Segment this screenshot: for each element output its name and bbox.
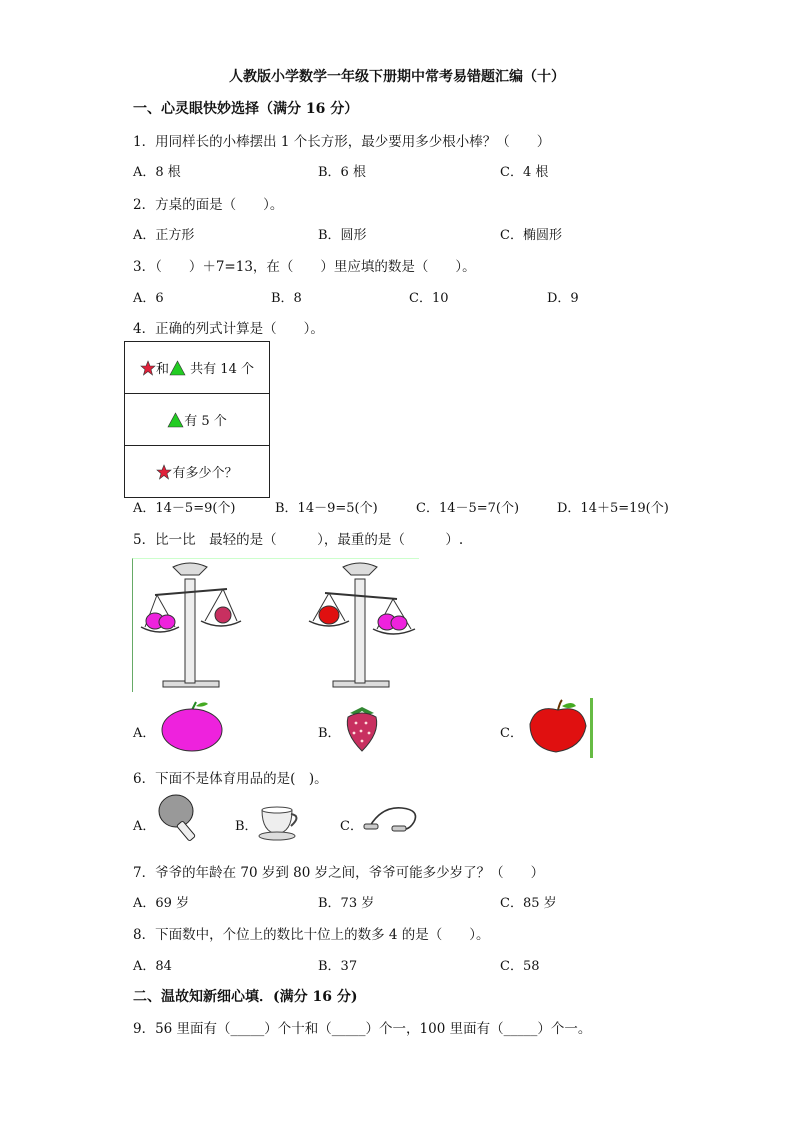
q8-option-a[interactable]: A．84 (133, 959, 172, 974)
star-icon (156, 464, 172, 480)
q4-question-text: 有多少个？ (172, 466, 238, 481)
q5-option-a[interactable]: A． (133, 726, 156, 741)
q4-info-table (124, 341, 270, 498)
q5-option-b[interactable]: B． (318, 726, 341, 741)
question-6: 6．下面不是体育用品的是( )。 (133, 771, 328, 787)
section-2-heading: 二、温故知新细心填．(满分 16 分) (133, 989, 358, 1005)
balance-scales-image (132, 558, 419, 692)
q1-option-c[interactable]: C．4 根 (500, 165, 549, 180)
question-1: 1．用同样长的小棒摆出 1 个长方形，最少要用多少根小棒？（ ） (133, 134, 551, 150)
q3-option-d[interactable]: D．9 (547, 291, 579, 306)
balance-scale-left (141, 563, 241, 687)
apple-icon[interactable] (526, 698, 594, 758)
q4-triangle-text: 有 5 个 (184, 414, 227, 429)
q3-option-c[interactable]: C．10 (409, 291, 449, 306)
q4-join-text: 和 (156, 362, 170, 377)
star-icon (140, 360, 156, 376)
q7-option-c[interactable]: C．85 岁 (500, 896, 557, 911)
q6-option-c[interactable]: C． (340, 819, 363, 834)
q8-option-c[interactable]: C．58 (500, 959, 540, 974)
q5-option-c[interactable]: C． (500, 726, 523, 741)
ping-pong-paddle-icon[interactable] (156, 793, 206, 843)
q4-option-a[interactable]: A．14－5=9(个) (133, 501, 236, 516)
q2-option-b[interactable]: B．圆形 (318, 228, 367, 243)
q4-row-triangles (125, 394, 270, 446)
q7-option-b[interactable]: B．73 岁 (318, 896, 375, 911)
q7-option-a[interactable]: A．69 岁 (133, 896, 190, 911)
q4-option-b[interactable]: B．14－9=5(个) (275, 501, 378, 516)
question-3: 3．（ ）＋7=13，在（ ）里应填的数是（ ）。 (133, 259, 476, 275)
q6-option-a[interactable]: A． (133, 819, 156, 834)
q1-option-b[interactable]: B．6 根 (318, 165, 366, 180)
q2-option-a[interactable]: A．正方形 (133, 228, 195, 243)
q1-option-a[interactable]: A．8 根 (133, 165, 181, 180)
q4-row-total (125, 342, 270, 394)
question-5: 5．比一比 最轻的是（ ），最重的是（ ）. (133, 532, 464, 548)
teacup-icon[interactable] (258, 804, 308, 842)
q4-option-c[interactable]: C．14－5=7(个) (416, 501, 520, 516)
page-title: 人教版小学数学一年级下册期中常考易错题汇编（十） (229, 69, 565, 85)
plum-icon[interactable] (158, 700, 226, 754)
balance-scale-right (309, 563, 415, 687)
jump-rope-icon[interactable] (362, 800, 424, 840)
q4-option-d[interactable]: D．14＋5=19(个) (557, 501, 669, 516)
question-7: 7．爷爷的年龄在 70 岁到 80 岁之间，爷爷可能多少岁了？（ ） (133, 865, 545, 881)
question-4: 4．正确的列式计算是（ ）。 (133, 321, 324, 337)
question-2: 2．方桌的面是（ ）。 (133, 197, 284, 213)
strawberry-icon[interactable] (342, 703, 382, 753)
q4-total-text: 共有 14 个 (190, 362, 254, 377)
q8-option-b[interactable]: B．37 (318, 959, 358, 974)
question-9: 9．56 里面有（_____）个十和（_____）个一，100 里面有（_____）个一。 (133, 1021, 592, 1037)
q3-option-a[interactable]: A．6 (133, 291, 164, 306)
section-1-heading: 一、心灵眼快妙选择（满分 16 分） (133, 101, 359, 117)
question-8: 8．下面数中，个位上的数比十位上的数多 4 的是（ ）。 (133, 927, 490, 943)
triangle-icon (169, 360, 186, 376)
triangle-icon (167, 412, 184, 428)
q4-row-question (125, 446, 270, 498)
q2-option-c[interactable]: C．椭圆形 (500, 228, 562, 243)
q3-option-b[interactable]: B．8 (271, 291, 302, 306)
q6-option-b[interactable]: B． (235, 819, 258, 834)
